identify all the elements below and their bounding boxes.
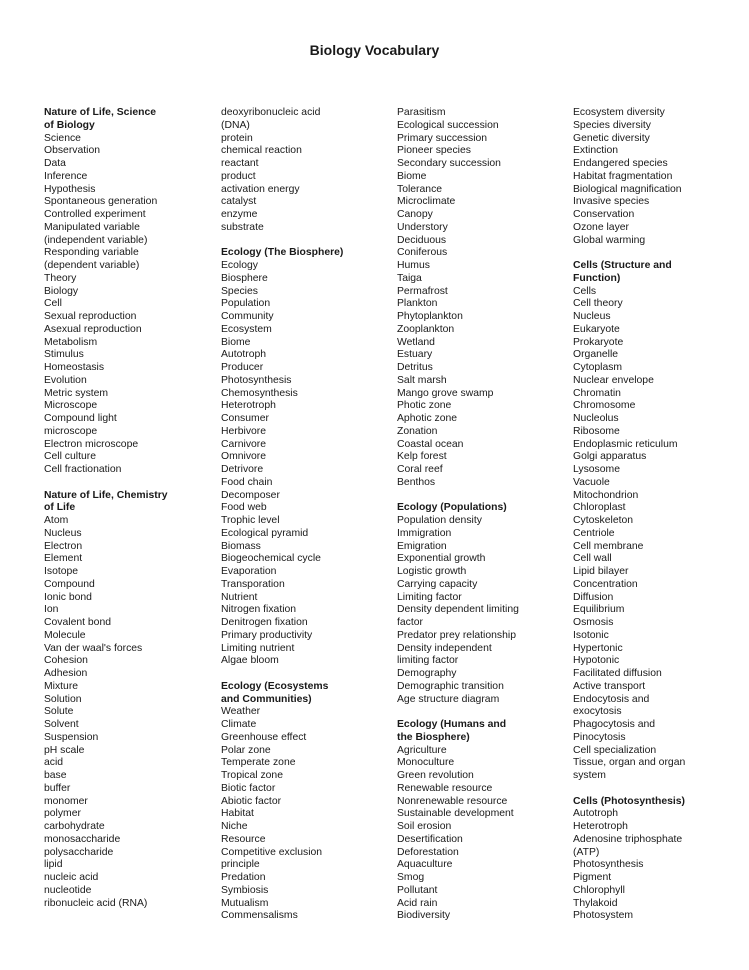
section-heading: Nature of Life, Science <box>44 107 157 118</box>
vocab-term: Responding variable <box>44 247 139 259</box>
vocab-term: Pollutant <box>397 884 438 896</box>
vocab-term: catalyst <box>221 196 257 208</box>
vocab-term: factor <box>397 617 423 628</box>
section-heading: Function) <box>573 272 621 284</box>
vocab-term: Mutualism <box>221 897 269 909</box>
vocab-term: monosaccharide <box>44 833 121 845</box>
vocab-term: Soil erosion <box>397 821 452 832</box>
vocab-term: Denitrogen fixation <box>221 617 308 628</box>
vocab-term: enzyme <box>221 209 258 220</box>
vocab-term: Nuclear envelope <box>573 374 654 386</box>
vocab-term: Photosynthesis <box>221 374 292 386</box>
vocab-term: Consumer <box>221 413 269 424</box>
vocab-term: Compound light <box>44 413 117 424</box>
vocab-term: pH scale <box>44 744 85 756</box>
vocab-term: Nucleus <box>573 311 611 322</box>
vocab-term: Tolerance <box>397 183 443 195</box>
vocab-term: Photic zone <box>397 400 452 412</box>
vocab-term: Cytoskeleton <box>573 515 634 526</box>
vocab-term: Carnivore <box>221 438 267 450</box>
vocab-term: Active transport <box>573 680 646 692</box>
section-heading: Cells (Structure and <box>573 260 672 271</box>
vocab-term: Cell <box>44 298 62 310</box>
vocab-term: Acid rain <box>397 897 438 909</box>
vocab-term: Detrivore <box>221 464 264 475</box>
vocab-term: Photosystem <box>573 910 634 922</box>
vocab-term: (DNA) <box>221 119 250 131</box>
vocab-term: Ecological succession <box>397 119 499 131</box>
vocab-term: Global warming <box>573 234 646 246</box>
vocab-term: Smog <box>397 872 425 883</box>
vocab-term: Renewable resource <box>397 782 493 794</box>
vocab-term: principle <box>221 859 260 871</box>
section-heading: Ecology (Populations) <box>397 502 507 514</box>
vocab-term: polysaccharide <box>44 846 114 858</box>
vocab-term: Pigment <box>573 872 612 883</box>
vocab-term: Ecosystem diversity <box>573 107 665 118</box>
vocab-term: Density independent <box>397 642 492 654</box>
vocab-term: substrate <box>221 221 264 233</box>
vocab-term: Symbiosis <box>221 884 269 896</box>
vocab-term: Parasitism <box>397 107 446 118</box>
vocab-term: Decomposer <box>221 489 280 501</box>
vocab-term: Species <box>221 285 258 297</box>
vocab-term: lipid <box>44 859 63 871</box>
vocab-term: Species diversity <box>573 119 651 131</box>
vocab-term: carbohydrate <box>44 821 105 832</box>
vocab-term: Atom <box>44 515 69 526</box>
vocab-column-2 <box>221 107 343 923</box>
vocab-term: microscope <box>44 425 98 437</box>
vocab-term: Climate <box>221 719 257 730</box>
section-heading: Ecology (Humans and <box>397 719 507 730</box>
vocab-term: Food web <box>221 502 267 514</box>
vocab-term: activation energy <box>221 183 300 195</box>
vocab-term: Phytoplankton <box>397 311 463 322</box>
vocab-term: Estuary <box>397 349 433 361</box>
vocab-term: Golgi apparatus <box>573 451 647 463</box>
vocab-term: Cell wall <box>573 553 612 565</box>
vocab-term: Niche <box>221 821 248 832</box>
vocab-term: Nucleolus <box>573 413 619 424</box>
vocab-term: Deciduous <box>397 234 447 246</box>
vocab-column-3 <box>397 107 519 923</box>
vocab-term: Cohesion <box>44 655 88 667</box>
vocab-term: Electron <box>44 540 83 552</box>
vocab-term: Inference <box>44 170 88 182</box>
vocab-term: Organelle <box>573 349 619 361</box>
vocab-term: (independent variable) <box>44 234 148 246</box>
vocab-term: Hypotonic <box>573 655 620 667</box>
vocab-term: Microclimate <box>397 196 456 208</box>
section-heading: the Biosphere) <box>397 731 470 743</box>
vocab-term: Equilibrium <box>573 604 625 616</box>
vocab-term: Hypertonic <box>573 642 623 654</box>
vocab-term: polymer <box>44 808 81 820</box>
vocab-term: Deforestation <box>397 846 459 858</box>
section-gap <box>397 490 519 503</box>
vocab-term: Commensalisms <box>221 910 298 922</box>
vocab-term: Suspension <box>44 731 99 743</box>
vocab-term: Mitochondrion <box>573 489 639 501</box>
vocab-term: Conservation <box>573 209 635 220</box>
vocab-term: Diffusion <box>573 591 614 603</box>
vocab-term: Biology <box>44 285 79 297</box>
vocab-term: Permafrost <box>397 285 448 297</box>
vocab-term: Van der waal's forces <box>44 642 143 654</box>
vocab-term: Trophic level <box>221 515 280 526</box>
vocab-term: Habitat <box>221 808 254 820</box>
vocab-term: Asexual reproduction <box>44 323 142 335</box>
vocab-term: Microscope <box>44 400 98 412</box>
vocab-term: Weather <box>221 706 261 718</box>
vocab-term: Invasive species <box>573 196 650 208</box>
vocab-term: Population <box>221 298 271 310</box>
vocab-term: Sustainable development <box>397 808 514 820</box>
vocab-term: buffer <box>44 782 71 794</box>
vocab-term: nucleotide <box>44 884 92 896</box>
vocab-term: Predation <box>221 872 266 883</box>
vocab-term: Biological magnification <box>573 183 682 195</box>
vocab-term: Metabolism <box>44 336 98 348</box>
vocab-term: Centriole <box>573 527 615 539</box>
vocab-term: Resource <box>221 833 266 845</box>
vocab-term: Data <box>44 158 66 169</box>
vocab-term: Monoculture <box>397 757 455 769</box>
vocab-term: Spontaneous generation <box>44 196 158 208</box>
section-heading: Nature of Life, Chemistry <box>44 489 168 501</box>
vocab-term: deoxyribonucleic acid <box>221 107 321 118</box>
vocab-term: Mango grove swamp <box>397 387 494 399</box>
vocab-term: Pioneer species <box>397 145 471 157</box>
section-gap <box>573 247 685 260</box>
vocab-term: Predator prey relationship <box>397 629 516 641</box>
vocab-column-1 <box>44 107 168 910</box>
vocab-term: Autotroph <box>573 808 619 820</box>
vocab-term: Biome <box>221 336 251 348</box>
vocab-term: Food chain <box>221 476 273 488</box>
vocab-term: Element <box>44 553 83 565</box>
section-heading: Cells (Photosynthesis) <box>573 795 686 807</box>
vocab-term: Tissue, organ and organ <box>573 757 686 769</box>
vocab-term: product <box>221 170 256 182</box>
vocab-term: Wetland <box>397 336 435 348</box>
vocab-term: Eukaryote <box>573 323 620 335</box>
vocab-term: Coral reef <box>397 464 443 475</box>
vocab-term: reactant <box>221 158 259 169</box>
vocab-term: Hypothesis <box>44 183 96 195</box>
vocab-term: Prokaryote <box>573 336 624 348</box>
vocab-term: Exponential growth <box>397 553 486 565</box>
vocab-term: Plankton <box>397 298 438 310</box>
vocab-term: Phagocytosis and <box>573 719 656 730</box>
vocab-term: Chromatin <box>573 387 621 399</box>
vocab-term: Taiga <box>397 272 422 284</box>
vocab-term: Solute <box>44 706 74 718</box>
vocab-term: monomer <box>44 795 88 807</box>
vocab-term: (dependent variable) <box>44 260 140 271</box>
section-gap <box>221 235 343 248</box>
vocab-term: Biosphere <box>221 272 268 284</box>
section-gap <box>397 706 519 719</box>
vocab-term: Demographic transition <box>397 680 504 692</box>
vocab-term: Greenhouse effect <box>221 731 307 743</box>
vocab-term: Isotonic <box>573 629 609 641</box>
vocab-term: Solvent <box>44 719 79 730</box>
vocab-term: ribonucleic acid (RNA) <box>44 897 148 909</box>
vocab-term: Photosynthesis <box>573 859 644 871</box>
vocab-term: Biogeochemical cycle <box>221 553 321 565</box>
vocab-term: Biome <box>397 170 427 182</box>
vocab-term: Omnivore <box>221 451 267 463</box>
vocab-term: Ribosome <box>573 425 620 437</box>
vocab-term: Cell fractionation <box>44 464 122 475</box>
vocab-term: Controlled experiment <box>44 209 146 220</box>
vocab-term: Adenosine triphosphate <box>573 833 683 845</box>
page-title: Biology Vocabulary <box>309 42 440 58</box>
vocab-term: Chloroplast <box>573 502 626 514</box>
vocab-term: Zooplankton <box>397 323 455 335</box>
vocab-term: Population density <box>397 515 482 526</box>
vocab-term: protein <box>221 132 253 144</box>
vocab-term: Cells <box>573 285 597 297</box>
vocab-term: Theory <box>44 272 77 284</box>
vocab-term: Concentration <box>573 578 638 590</box>
vocab-term: Endocytosis and <box>573 693 650 705</box>
vocab-term: Ozone layer <box>573 221 630 233</box>
vocab-term: chemical reaction <box>221 145 302 157</box>
vocab-term: Zonation <box>397 425 438 437</box>
vocab-term: Biotic factor <box>221 782 276 794</box>
vocab-term: Kelp forest <box>397 451 447 463</box>
vocab-term: Nucleus <box>44 527 82 539</box>
vocab-term: Lipid bilayer <box>573 566 629 577</box>
vocab-term: Isotope <box>44 566 79 577</box>
vocab-term: Coniferous <box>397 247 448 259</box>
vocab-term: Producer <box>221 362 264 373</box>
section-heading: Ecology (The Biosphere) <box>221 247 344 259</box>
vocab-term: Extinction <box>573 145 619 157</box>
vocab-term: Humus <box>397 260 430 271</box>
vocab-term: Observation <box>44 145 101 157</box>
vocab-term: Ion <box>44 604 59 616</box>
vocab-term: Aphotic zone <box>397 413 458 424</box>
vocab-term: Evolution <box>44 374 87 386</box>
vocab-term: Biomass <box>221 540 261 552</box>
vocab-term: Cell theory <box>573 298 623 310</box>
section-heading: of Biology <box>44 119 95 131</box>
vocab-term: Adhesion <box>44 668 88 679</box>
vocab-term: Cell culture <box>44 451 96 463</box>
vocab-term: nucleic acid <box>44 872 99 883</box>
vocab-term: Transporation <box>221 578 285 590</box>
vocab-term: Sexual reproduction <box>44 311 137 322</box>
vocab-term: Abiotic factor <box>221 795 282 807</box>
section-gap <box>221 668 343 681</box>
vocab-term: Endangered species <box>573 158 668 169</box>
vocab-term: Metric system <box>44 387 109 399</box>
vocab-term: Benthos <box>397 476 436 488</box>
vocab-term: Stimulus <box>44 349 84 361</box>
vocab-term: Salt marsh <box>397 374 447 386</box>
vocab-term: Temperate zone <box>221 757 296 769</box>
vocab-term: Algae bloom <box>221 655 279 667</box>
vocab-term: Homeostasis <box>44 362 105 373</box>
vocab-term: Thylakoid <box>573 897 618 909</box>
vocab-term: Desertification <box>397 833 463 845</box>
vocab-term: Primary succession <box>397 132 488 144</box>
vocab-term: Mixture <box>44 680 79 692</box>
vocab-term: Autotroph <box>221 349 267 361</box>
vocab-term: Biodiversity <box>397 910 451 922</box>
vocab-term: Endoplasmic reticulum <box>573 438 678 450</box>
vocab-term: Ecosystem <box>221 323 272 335</box>
vocab-term: Nonrenewable resource <box>397 795 508 807</box>
vocab-term: Solution <box>44 693 82 705</box>
vocab-term: Electron microscope <box>44 438 139 450</box>
vocab-term: Nitrogen fixation <box>221 604 297 616</box>
vocab-term: Carrying capacity <box>397 578 478 590</box>
vocab-term: Science <box>44 132 81 144</box>
vocab-term: Density dependent limiting <box>397 604 519 616</box>
vocab-term: Understory <box>397 221 448 233</box>
section-heading: Ecology (Ecosystems <box>221 680 329 692</box>
vocab-term: Emigration <box>397 540 447 552</box>
vocab-term: Heterotroph <box>221 400 276 412</box>
vocab-term: limiting factor <box>397 655 459 667</box>
vocab-term: Immigration <box>397 527 452 539</box>
vocab-term: Demography <box>397 668 457 679</box>
vocab-term: Cell specialization <box>573 744 657 756</box>
vocab-term: exocytosis <box>573 706 622 718</box>
vocab-term: Chromosome <box>573 400 636 412</box>
vocab-term: Primary productivity <box>221 629 313 641</box>
vocab-term: base <box>44 770 67 781</box>
vocab-term: Herbivore <box>221 425 267 437</box>
vocab-term: Nutrient <box>221 591 258 603</box>
vocab-term: Ionic bond <box>44 591 92 603</box>
vocab-term: Detritus <box>397 362 433 373</box>
vocab-term: system <box>573 770 606 781</box>
vocab-term: Genetic diversity <box>573 132 650 144</box>
vocab-term: Compound <box>44 578 95 590</box>
vocab-term: Ecological pyramid <box>221 527 309 539</box>
vocab-term: Logistic growth <box>397 566 467 577</box>
vocab-term: Chlorophyll <box>573 884 625 896</box>
vocab-term: Tropical zone <box>221 770 283 781</box>
vocab-term: Green revolution <box>397 770 474 781</box>
vocab-term: Agriculture <box>397 744 447 756</box>
vocab-term: Evaporation <box>221 566 277 577</box>
vocab-term: Coastal ocean <box>397 438 464 450</box>
vocab-column-4 <box>573 107 685 923</box>
vocab-term: Chemosynthesis <box>221 387 298 399</box>
vocab-term: Age structure diagram <box>397 693 500 705</box>
section-gap <box>573 783 685 796</box>
vocab-term: Vacuole <box>573 476 610 488</box>
vocab-term: Habitat fragmentation <box>573 170 673 182</box>
vocab-term: Cell membrane <box>573 540 644 552</box>
section-heading: of Life <box>44 502 76 514</box>
vocab-term: Canopy <box>397 209 433 220</box>
vocab-term: Limiting nutrient <box>221 642 295 654</box>
vocab-term: Facilitated diffusion <box>573 668 662 679</box>
vocab-term: Covalent bond <box>44 617 112 628</box>
vocab-term: Manipulated variable <box>44 221 140 233</box>
vocab-term: Pinocytosis <box>573 731 626 743</box>
vocab-term: Heterotroph <box>573 821 628 832</box>
section-heading: and Communities) <box>221 693 312 705</box>
vocab-term: Cytoplasm <box>573 362 623 373</box>
vocab-term: Polar zone <box>221 744 271 756</box>
vocab-term: Lysosome <box>573 464 620 475</box>
vocab-term: Limiting factor <box>397 591 462 603</box>
vocab-term: acid <box>44 757 64 769</box>
vocab-term: (ATP) <box>573 846 600 858</box>
vocab-term: Aquaculture <box>397 859 453 871</box>
vocab-term: Competitive exclusion <box>221 846 323 858</box>
vocab-term: Community <box>221 311 274 322</box>
section-gap <box>44 477 168 490</box>
vocab-term: Ecology <box>221 260 258 271</box>
vocab-term: Molecule <box>44 629 86 641</box>
vocab-term: Secondary succession <box>397 158 501 169</box>
vocab-term: Osmosis <box>573 617 614 628</box>
